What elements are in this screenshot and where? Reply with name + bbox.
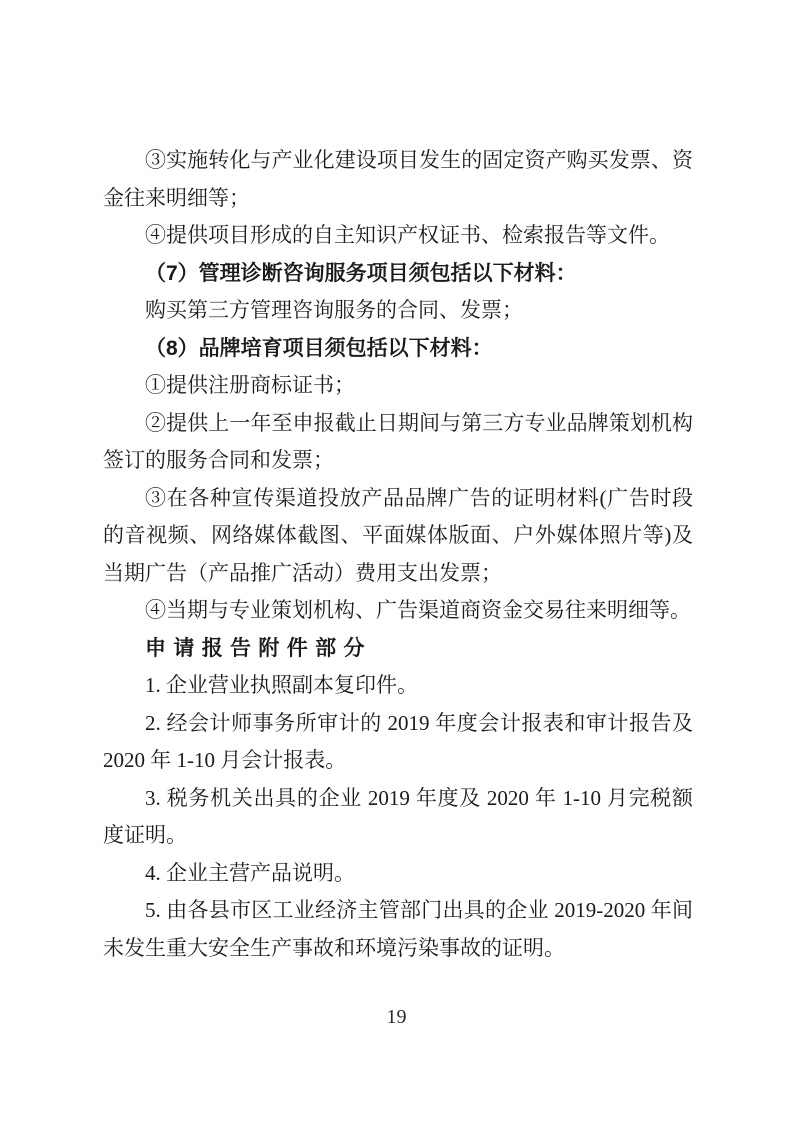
heading-section-7: （7）管理诊断咨询服务项目须包括以下材料： (145, 261, 577, 285)
page-number: 19 (386, 1006, 407, 1028)
list-item-circled-1-trademark: ①提供注册商标证书； (145, 373, 355, 397)
list-item-circled-3-advertising-proof: ③在各种宣传渠道投放产品品牌广告的证明材料(广告时段的音视频、网络媒体截图、平面媒体版面、户外媒体照片等)及当期广告（产品推广活动）费用支出发票； (103, 485, 693, 585)
heading-section-8: （8）品牌培育项目须包括以下材料： (145, 336, 493, 360)
document-body (103, 142, 693, 967)
attachment-item-2: 2. 经会计师事务所审计的 2019 年度会计报表和审计报告及 2020 年 1-10 月会计报表。 (103, 710, 693, 772)
page-footer (0, 1006, 793, 1029)
list-item-circled-3-fixed-assets: ③实施转化与产业化建设项目发生的固定资产购买发票、资金往来明细等； (103, 148, 693, 210)
attachment-item-1: 1. 企业营业执照副本复印件。 (145, 673, 418, 697)
list-item-circled-4-fund-transactions: ④当期与专业策划机构、广告渠道商资金交易往来明细等。 (145, 598, 691, 622)
list-item-circled-2-brand-contract: ②提供上一年至申报截止日期间与第三方专业品牌策划机构签订的服务合同和发票； (103, 410, 693, 472)
attachment-item-4: 4. 企业主营产品说明。 (145, 860, 355, 885)
attachment-item-3: 3. 税务机关出具的企业 2019 年度及 2020 年 1-10 月完税额度证明。 (103, 785, 693, 847)
list-item-circled-4-ip-certificates: ④提供项目形成的自主知识产权证书、检索报告等文件。 (145, 223, 670, 247)
attachment-item-5: 5. 由各县市区工业经济主管部门出具的企业 2019-2020 年间未发生重大安全生产事故和环境污染事故的证明。 (103, 898, 693, 960)
paragraph-consulting-contract: 购买第三方管理咨询服务的合同、发票； (145, 298, 523, 322)
heading-attachments: 申请报告附件部分 (145, 636, 372, 660)
